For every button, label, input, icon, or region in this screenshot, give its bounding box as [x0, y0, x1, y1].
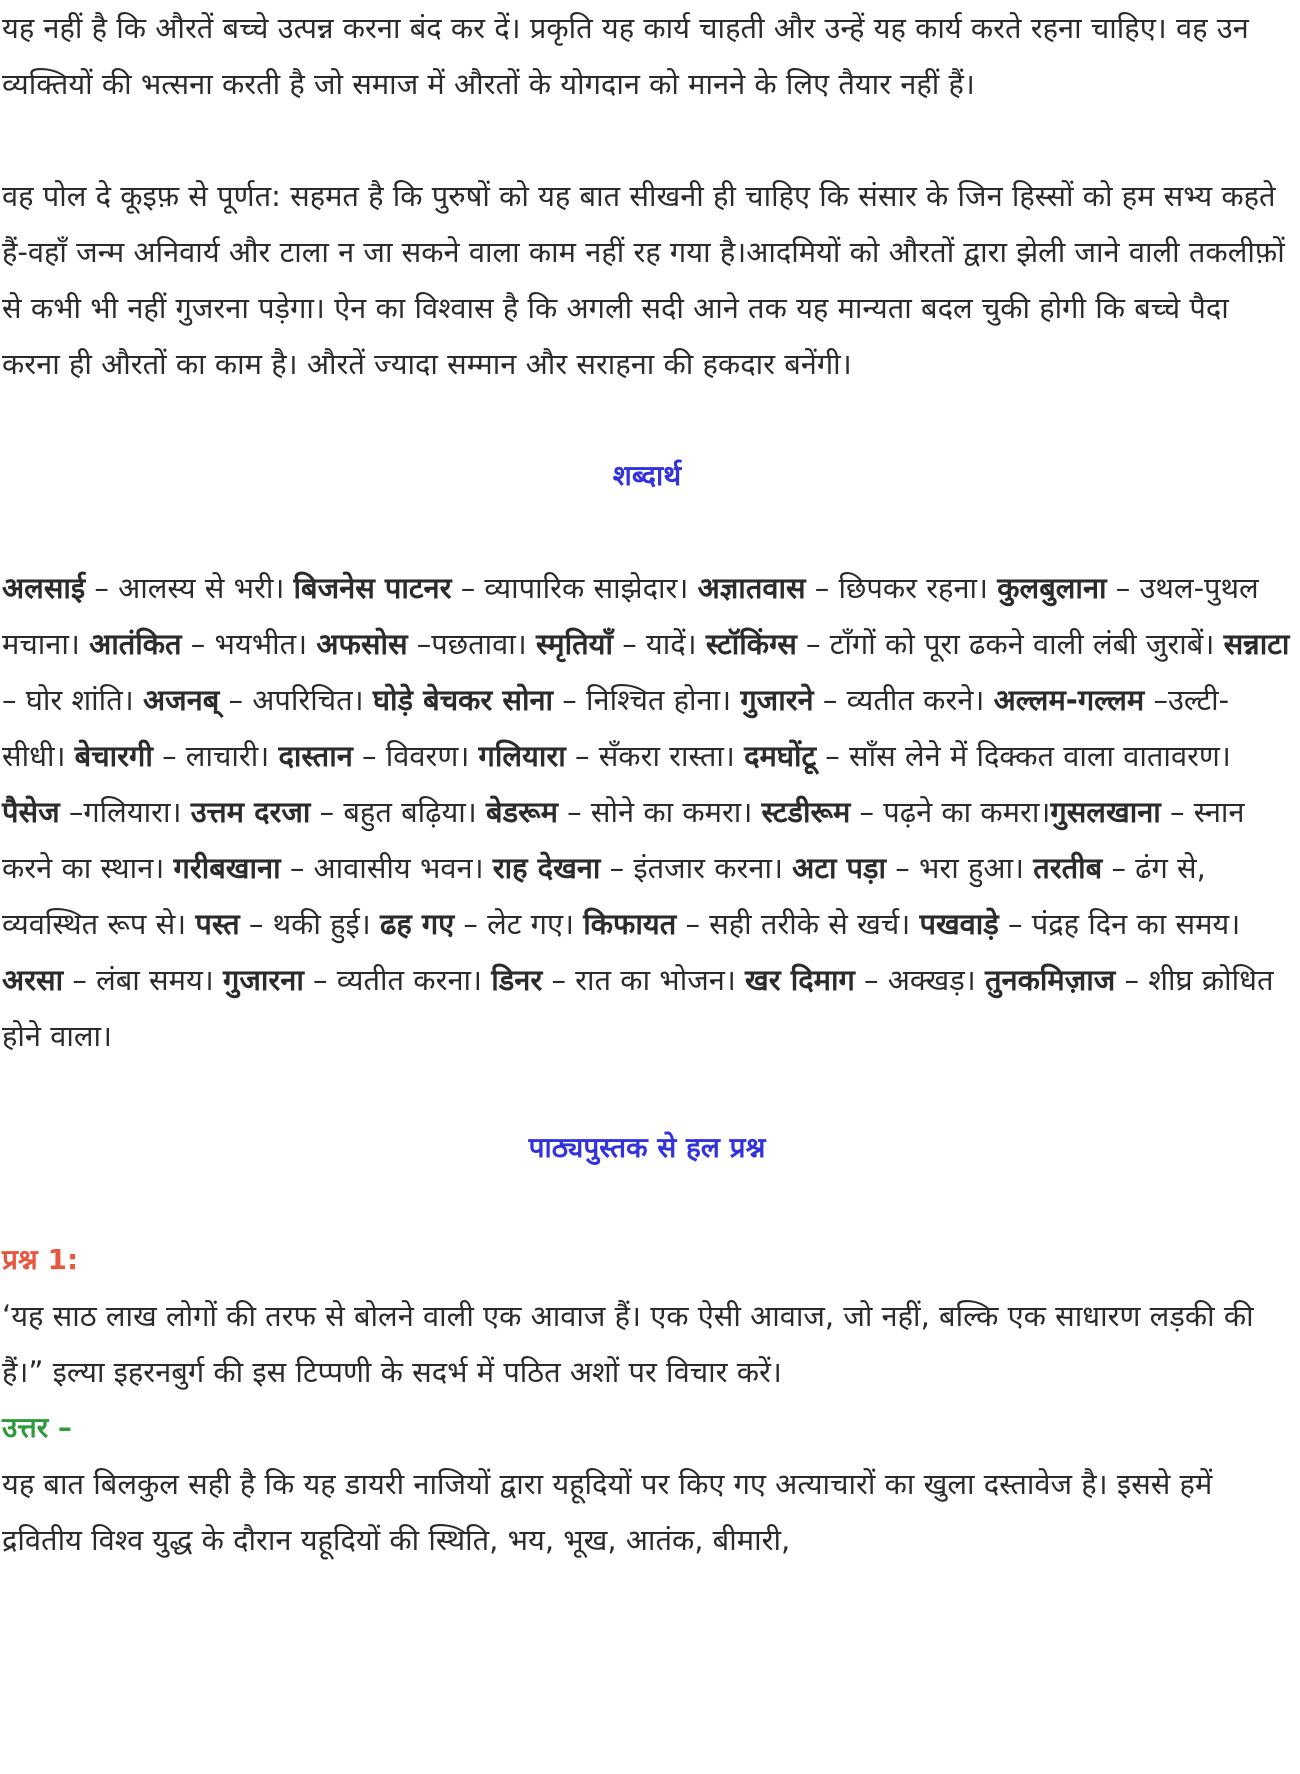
glossary-term: स्टडीरूम — [761, 795, 851, 829]
glossary-term: दास्तान — [278, 739, 353, 773]
glossary-meaning: – स्नान करने का स्थान। — [2, 795, 1245, 885]
question-label: प्रश्न 1: — [2, 1243, 79, 1276]
glossary-term: स्मृतियाँ — [536, 627, 613, 661]
glossary-meaning: – पढ़ने का कमरा। — [850, 795, 1051, 829]
glossary-meaning: – साँस लेने में दिक्कत वाला वातावरण। — [816, 739, 1231, 773]
glossary-meaning: – विवरण। — [352, 739, 479, 773]
glossary-term: बिजनेस पाटनर — [293, 571, 452, 605]
glossary-meaning: –पछतावा। — [407, 627, 536, 661]
glossary-term: अजनब् — [142, 683, 220, 717]
glossary-meaning: – अक्खड़। — [854, 963, 985, 997]
glossary-meaning: – यादें। — [613, 627, 706, 661]
glossary-term: तुनकमिज़ाज — [984, 963, 1116, 997]
glossary-term: स्टॉकिंग्स — [705, 627, 797, 661]
glossary-meaning: – सँकरा रास्ता। — [565, 739, 745, 773]
glossary-heading: शब्दार्थ — [612, 459, 682, 492]
glossary-term: सन्नाटा — [1223, 627, 1290, 661]
glossary-term: कुलबुलाना — [997, 571, 1107, 605]
intro-paragraph-2: वह पोल दे कूइफ़ से पूर्णत: सहमत है कि पुरुषों को यह बात सीखनी ही चाहिए कि संसार के जिन हिस्सों को हम सभ्य कहते हैं-वहाँ जन्म अनिवार्य और टाला न जा सकने वाला काम नहीं रह गया है।आदमियों को औरतों द्वारा झेली जाने वाली तकलीफ़ों से कभी भी नहीं गुजरना पड़ेगा। ऐन का विश्वास है कि अगली सदी आने तक यह मान्यता बदल चुकी होगी कि बच्चे पैदा करना ही औरतों का काम है। औरतें ज्यादा सम्मान और सराहना की हकदार बनेंगी। — [2, 179, 1285, 381]
glossary-meaning: – ढंग से, व्यवस्थित रूप से। — [2, 851, 1206, 941]
glossary-term: आतंकित — [89, 627, 182, 661]
glossary-meaning: – व्यतीत करना। — [303, 963, 492, 997]
glossary-term: अफसोस — [316, 627, 408, 661]
glossary-meaning: – रात का भोजन। — [542, 963, 746, 997]
glossary-meaning: – उथल-पुथल मचाना। — [2, 571, 1259, 661]
question-text: ‘यह साठ लाख लोगों की तरफ से बोलने वाली एक आवाज हैं। एक ऐसी आवाज, जो नहीं, बल्कि एक साधारण लड़की की हैं।” इल्या इहरनबुर्ग की इस टिप्पणी के सदर्भ में पठित अशों पर विचार करें। — [2, 1299, 1254, 1389]
glossary-term: पस्त — [195, 907, 240, 941]
glossary-meaning: – अपरिचित। — [219, 683, 373, 717]
glossary-term: घोड़े बेचकर सोना — [372, 683, 554, 717]
glossary-term: अज्ञातवास — [697, 571, 806, 605]
glossary-term: पखवाड़े — [919, 907, 999, 941]
glossary-meaning: – टाँगों को पूरा ढकने वाली लंबी जुराबें। — [796, 627, 1224, 661]
glossary-meaning: – घोर शांति। — [2, 683, 143, 717]
glossary-term: अरसा — [2, 963, 64, 997]
glossary-term: राह देखना — [492, 851, 601, 885]
glossary-term: तरतीब — [1033, 851, 1103, 885]
glossary-term: गुजारना — [223, 963, 304, 997]
glossary-meaning: – व्यापारिक साझेदार। — [451, 571, 698, 605]
glossary-term: बेडरूम — [486, 795, 558, 829]
glossary-term: पैसेज — [2, 795, 60, 829]
glossary-term: गरीबखाना — [173, 851, 281, 885]
glossary-term: अलसाई — [2, 571, 86, 605]
glossary-term: अटा पड़ा — [792, 851, 887, 885]
glossary-meaning: – लाचारी। — [152, 739, 279, 773]
glossary-term: दमघोंटू — [744, 739, 817, 773]
answer-text: यह बात बिलकुल सही है कि यह डायरी नाजियों द्वारा यहूदियों पर किए गए अत्याचारों का खुला दस्तावेज है। इससे हमें द्रवितीय विश्व युद्ध के दौरान यहूदियों की स्थिति, भय, भूख, आतंक, बीमारी, — [2, 1467, 1213, 1557]
glossary-meaning: – भरा हुआ। — [886, 851, 1034, 885]
glossary-term: गलियारा — [478, 739, 566, 773]
textbook-questions-heading: पाठ्यपुस्तक से हल प्रश्न — [528, 1131, 766, 1164]
glossary-meaning: – आलस्य से भरी। — [85, 571, 294, 605]
glossary-meaning: – थकी हुई। — [239, 907, 381, 941]
glossary-term: अल्लम-गल्लम — [993, 683, 1145, 717]
intro-paragraph-1: यह नहीं है कि औरतें बच्चे उत्पन्न करना बंद कर दें। प्रकृति यह कार्य चाहती और उन्हें यह कार्य करते रहना चाहिए। वह उन व्यक्तियों की भत्सना करती है जो समाज में औरतों के योगदान को मानने के लिए तैयार नहीं हैं। — [2, 11, 1249, 101]
glossary-meaning: – सही तरीके से खर्च। — [676, 907, 920, 941]
glossary-meaning: – लेट गए। — [454, 907, 584, 941]
glossary-term: डिनर — [491, 963, 543, 997]
glossary-term: ढह गए — [380, 907, 455, 941]
glossary-meaning: – व्यतीत करने। — [813, 683, 994, 717]
glossary-term: उत्तम दरजा — [190, 795, 311, 829]
answer-label: उत्तर – — [2, 1411, 72, 1444]
glossary-term: गुजारने — [740, 683, 814, 717]
glossary-term: बेचारगी — [74, 739, 153, 773]
glossary-meaning: –गलियारा। — [59, 795, 191, 829]
glossary-term: किफायत — [583, 907, 677, 941]
glossary-meaning: – पंद्रह दिन का समय। — [998, 907, 1241, 941]
glossary-meaning: – शीघ्र क्रोधित होने वाला। — [2, 963, 1274, 1053]
glossary-term: खर दिमाग — [745, 963, 855, 997]
glossary-meaning: – निश्चित होना। — [553, 683, 741, 717]
glossary-term: गुसलखाना — [1050, 795, 1161, 829]
glossary-meaning: –उल्टी-सीधी। — [2, 683, 1230, 773]
glossary-meaning: – बहुत बढ़िया। — [310, 795, 487, 829]
glossary-paragraph — [2, 560, 1292, 1064]
glossary-meaning: – भयभीत। — [181, 627, 317, 661]
glossary-meaning: – इंतजार करना। — [600, 851, 793, 885]
glossary-meaning: – छिपकर रहना। — [805, 571, 998, 605]
glossary-meaning: – सोने का कमरा। — [557, 795, 762, 829]
glossary-meaning: – आवासीय भवन। — [280, 851, 493, 885]
glossary-meaning: – लंबा समय। — [63, 963, 224, 997]
